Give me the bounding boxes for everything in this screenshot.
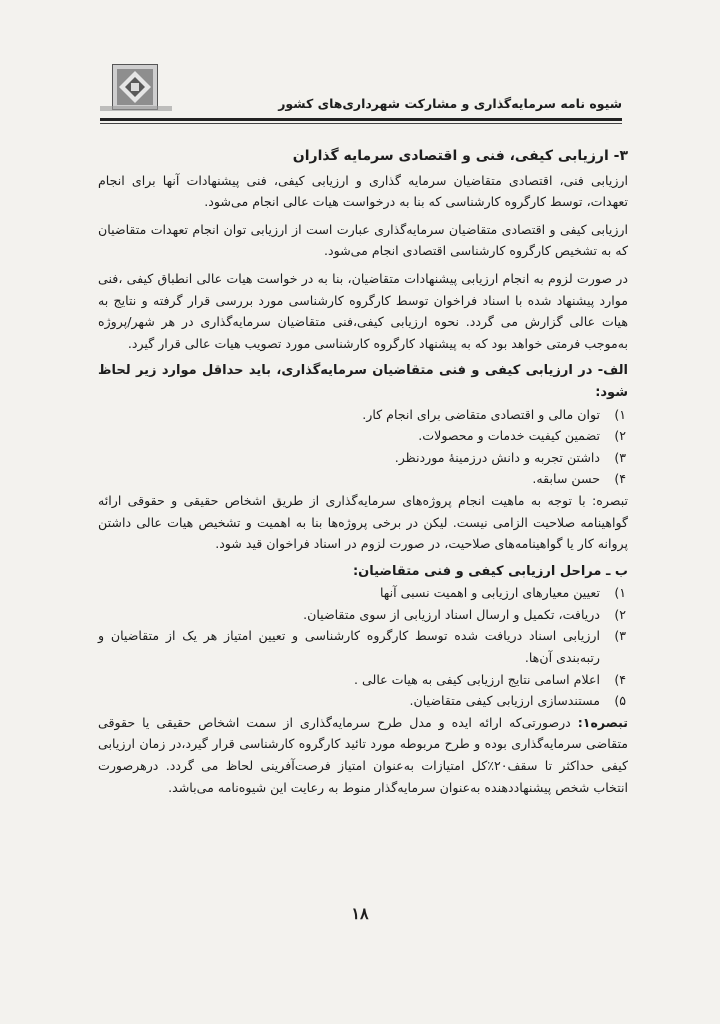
list-item-number: ۵) — [614, 693, 626, 709]
list-item — [98, 425, 626, 447]
list-item-text: توان مالی و اقتصادی متقاضی برای انجام کار. — [362, 406, 600, 422]
note-label: تبصره۱: — [577, 714, 628, 730]
header-rule-thin — [100, 123, 622, 124]
list-item-text: حسن سابقه. — [532, 471, 600, 487]
body-content — [98, 146, 628, 804]
list-item-number: ۲) — [614, 606, 626, 622]
paragraph-3: در صورت لزوم به انجام ارزیابی پیشنهادات متقاضیان، بنا به در خواست هیات عالی انطباق کیفی ،فنی موارد پیشنهاد شده با اسناد فراخوان توسط کارگروه کارشناسی مورد بررسی قرار گرفته و نتایج به هیات عالی گزارش می گردد. نحوه ارزیابی کیفی،فنی متقاضیان سرمایه‌گذاری در هر شهر/پروژه به‌موجب فرمتی خواهد بود که به پیشنهاد کارگروه کارشناسی مورد تصویب هیات عالی قرار گیرد. — [98, 270, 628, 351]
list-item-number: ۱) — [614, 585, 626, 601]
section-title: ۳- ارزیابی کیفی، فنی و اقتصادی سرمایه گذاران — [292, 148, 628, 164]
header-rule-thick — [100, 118, 622, 121]
list-item-text: ارزیابی اسناد دریافت شده توسط کارگروه کارشناسی و تعیین امتیاز هر یک از متقاضیان و رتبه‌بندی آن‌ها. — [98, 628, 600, 666]
list-item — [98, 404, 626, 426]
list-item-text: تعیین معیارهای ارزیابی و اهمیت نسبی آنها — [379, 585, 600, 601]
list-item — [98, 669, 626, 691]
list-item-number: ۳) — [614, 628, 626, 644]
list-item-text: تضمین کیفیت خدمات و محصولات. — [418, 428, 600, 444]
part-b-title: ب ـ مراحل ارزیابی کیفی و فنی متقاضیان: — [352, 563, 628, 579]
list-item-text: داشتن تجربه و دانش درزمینهٔ موردنظر. — [394, 449, 600, 465]
list-item — [98, 468, 626, 490]
list-item-text: مستندسازی ارزیابی کیفی متقاضیان. — [409, 693, 600, 709]
list-item-number: ۳) — [614, 449, 626, 465]
list-item — [98, 447, 626, 469]
list-item-number: ۴) — [614, 471, 626, 487]
logo-emblem-icon — [113, 65, 157, 109]
organization-logo — [112, 64, 158, 110]
part-a-note: تبصره: با توجه به ماهیت انجام پروژه‌های سرمایه‌گذاری از طریق اشخاص حقیقی و حقوقی ارائه گواهینامه صلاحیت الزامی نیست. لیکن در برخی پروژه‌ها بنا به اهمیت و تشخیص هیات عالی داشتن پروانه کار یا گواهینامه‌های صلاحیت، در صورت لزوم در اسناد فراخوان قید شود. — [98, 492, 628, 552]
logo-caption — [100, 106, 172, 111]
list-item — [98, 625, 626, 668]
part-a-list — [98, 404, 628, 490]
list-item — [98, 582, 626, 604]
list-item-number: ۲) — [614, 428, 626, 444]
header-title: شیوه نامه سرمایه‌گذاری و مشارکت شهرداری‌های کشور — [278, 96, 622, 111]
part-a-title: الف- در ارزیابی کیفی و فنی متقاضیان سرمایه‌گذاری، باید حداقل موارد زیر لحاظ شود: — [98, 363, 628, 400]
part-b-list — [98, 582, 628, 712]
part-b-note — [98, 712, 628, 798]
list-item-text: دریافت، تکمیل و ارسال اسناد ارزیابی از سوی متقاضیان. — [303, 606, 600, 622]
list-item — [98, 604, 626, 626]
list-item-number: ۱) — [614, 406, 626, 422]
list-item-number: ۴) — [614, 671, 626, 687]
page-number: ۱۸ — [351, 904, 369, 923]
list-item — [98, 690, 626, 712]
paragraph-2: ارزیابی کیفی و اقتصادی متقاضیان سرمایه‌گذاری عبارت است از ارزیابی توان انجام تعهدات متقاضیان که به تشخیص کارگروه کارشناسی اقتصادی انجام می‌شود. — [98, 221, 628, 259]
paragraph-1: ارزیابی فنی، اقتصادی متقاضیان سرمایه گذاری و ارزیابی کیفی، فنی پیشنهادات آنها برای انجام تعهدات، توسط کارگروه کارشناسی که بنا به درخواست هیات عالی انجام می‌شود. — [98, 172, 628, 210]
note-text: درصورتی‌که ارائه ایده و مدل طرح سرمایه‌گذاری از سمت اشخاص حقیقی یا حقوقی متقاضی سرمایه‌گذاری بوده و طرح مربوطه مورد تائید کارگروه کارشناسی قرار گیرد،در زمان ارزیابی کیفی حداکثر تا سقف۲۰٪کل امتیازات به‌عنوان امتیاز فرصت‌آفرینی لحاظ می گردد. درهرصورت انتخاب شخص پیشنهاددهنده به‌عنوان سرمایه‌گذار منوط به رعایت این شیوه‌نامه می‌باشد. — [98, 714, 628, 795]
list-item-text: اعلام اسامی نتایج ارزیابی کیفی به هیات عالی . — [353, 671, 600, 687]
